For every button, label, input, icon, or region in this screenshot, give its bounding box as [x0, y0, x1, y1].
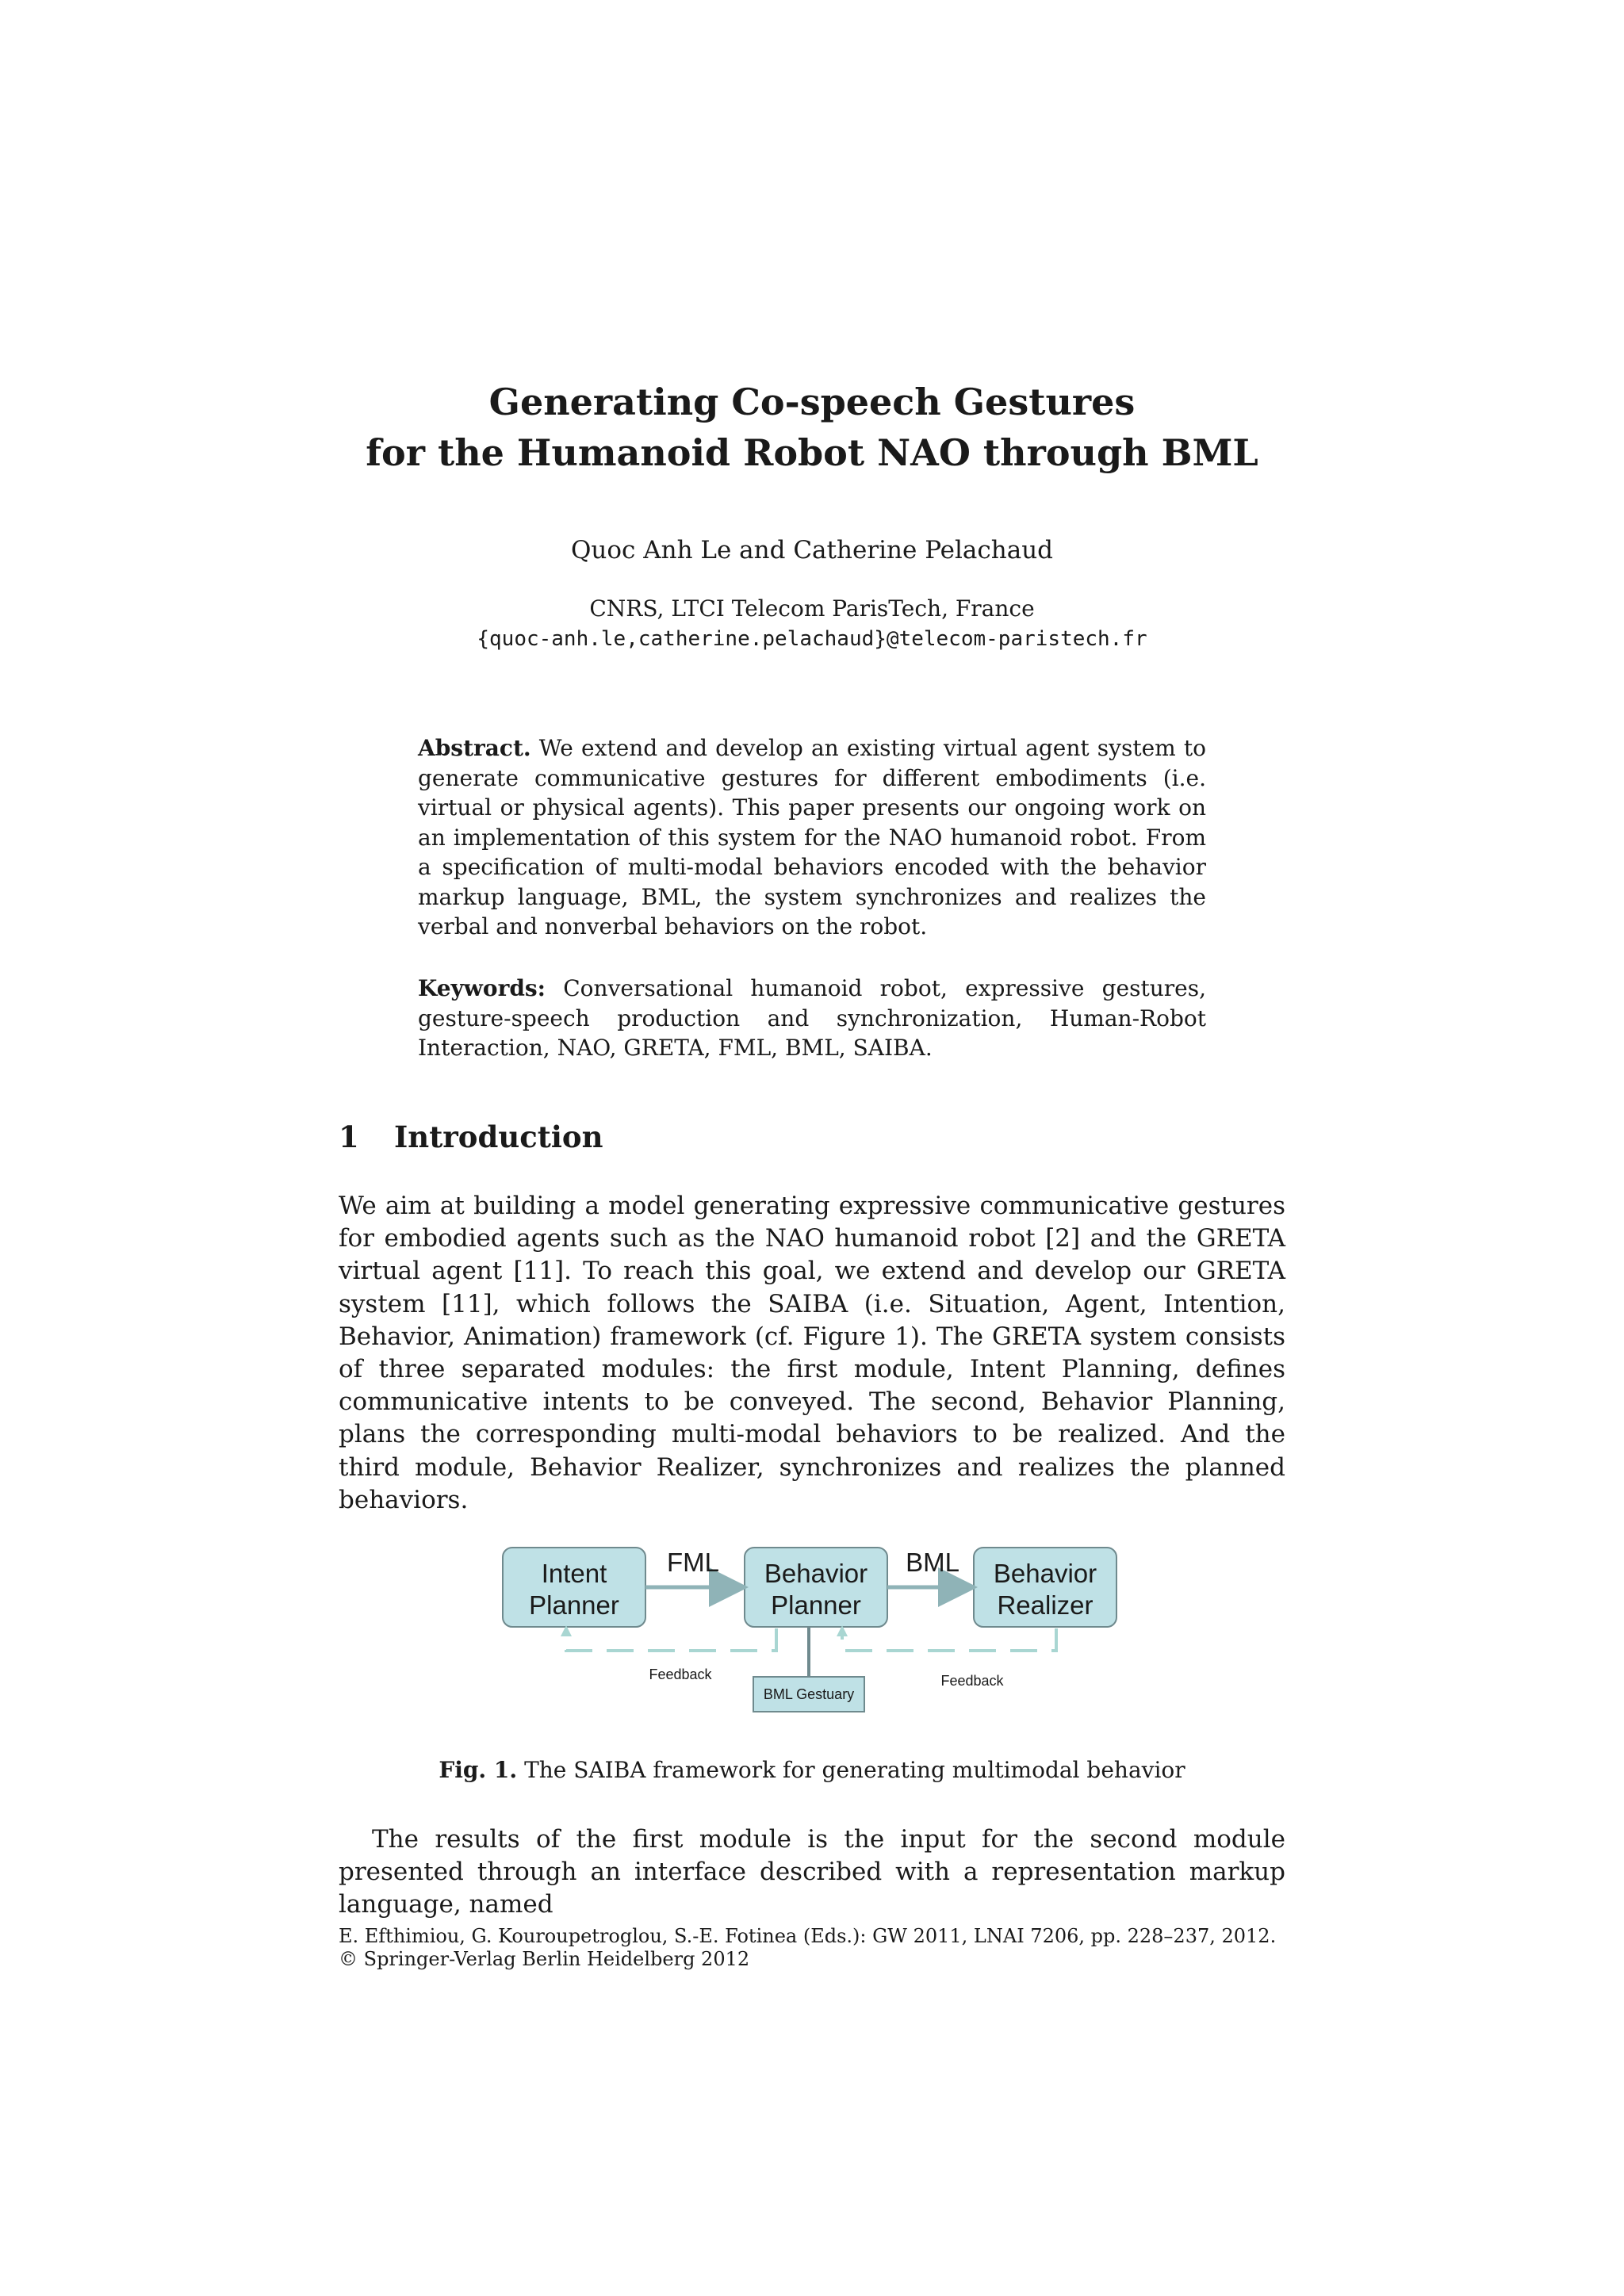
paper-title-line2: for the Humanoid Robot NAO through BML: [366, 431, 1258, 474]
affiliation: CNRS, LTCI Telecom ParisTech, France: [589, 595, 1035, 622]
keywords-label: Keywords:: [418, 975, 546, 1001]
intent-planner-line2: Planner: [529, 1590, 619, 1620]
feedback-label-1: Feedback: [649, 1667, 712, 1682]
intent-planner-line1: Intent: [541, 1559, 607, 1588]
section-number: 1: [339, 1119, 359, 1154]
keywords-text: Conversational humanoid robot, expressive gestures, gesture-speech production and synchronization, Human-Robot Interaction, NAO, GRETA, FML, BML, SAIBA.: [418, 975, 1206, 1061]
abstract-text: We extend and develop an existing virtual agent system to generate communicative gestures for different embodiments (i.e. virtual or physical agents). This paper presents our ongoing work on an implementation of this system for the NAO humanoid robot. From a specification of multi-modal behaviors encoded with the behavior markup language, BML, the system synchronizes and realizes the verbal and nonverbal behaviors on the robot.: [418, 735, 1206, 939]
fml-label: FML: [667, 1548, 719, 1577]
section-title: Introduction: [394, 1119, 603, 1154]
intro-paragraph-1: We aim at building a model generating expressive communicative gestures for embodied agents such as the NAO humanoid robot [2] and the GRETA virtual agent [11]. To reach this goal, we extend and develop our GRETA system [11], which follows the SAIBA (i.e. Situation, Agent, Intention, Behavior, Animation) framework (cf. Figure 1). The GRETA system consists of three separated modules: the first module, Intent Planning, defines communicative intents to be conveyed. The second, Behavior Planning, plans the corresponding multi-modal behaviors to be realized. And the third module, Behavior Realizer, synchronizes and realizes the planned behaviors.: [339, 1192, 1285, 1514]
email: {quoc-anh.le,catherine.pelachaud}@telecom-paristech.fr: [477, 627, 1147, 651]
feedback-path-1: [566, 1628, 776, 1651]
behavior-realizer-line2: Realizer: [997, 1590, 1094, 1620]
bml-label: BML: [906, 1548, 959, 1577]
abstract: [418, 733, 1206, 942]
saiba-diagram: [492, 1538, 1126, 1728]
figure-caption-label: Fig. 1.: [439, 1757, 518, 1783]
behavior-realizer-line1: Behavior: [993, 1559, 1097, 1588]
keywords: [418, 974, 1206, 1063]
abstract-label: Abstract.: [418, 735, 531, 761]
footer-copyright: © Springer-Verlag Berlin Heidelberg 2012: [339, 1948, 750, 1970]
behavior-planner-line1: Behavior: [764, 1559, 868, 1588]
authors: Quoc Anh Le and Catherine Pelachaud: [570, 536, 1054, 564]
footer-citation: E. Efthimiou, G. Kouroupetroglou, S.-E. Fotinea (Eds.): GW 2011, LNAI 7206, pp. 228–237, 2012.: [339, 1925, 1277, 1947]
intro-paragraph-2: The results of the first module is the input for the second module presented through an interface described with a representation markup language, named: [339, 1825, 1285, 1919]
feedback-path-2: [842, 1628, 1056, 1651]
feedback-label-2: Feedback: [940, 1673, 1004, 1689]
figure-caption-text: The SAIBA framework for generating multimodal behavior: [524, 1757, 1185, 1783]
behavior-planner-line2: Planner: [771, 1590, 861, 1620]
section-heading: [339, 1119, 603, 1154]
figure-caption: [0, 1757, 1624, 1783]
gestuary-label: BML Gestuary: [763, 1686, 855, 1702]
paper-title-line1: Generating Co-speech Gestures: [488, 381, 1136, 423]
